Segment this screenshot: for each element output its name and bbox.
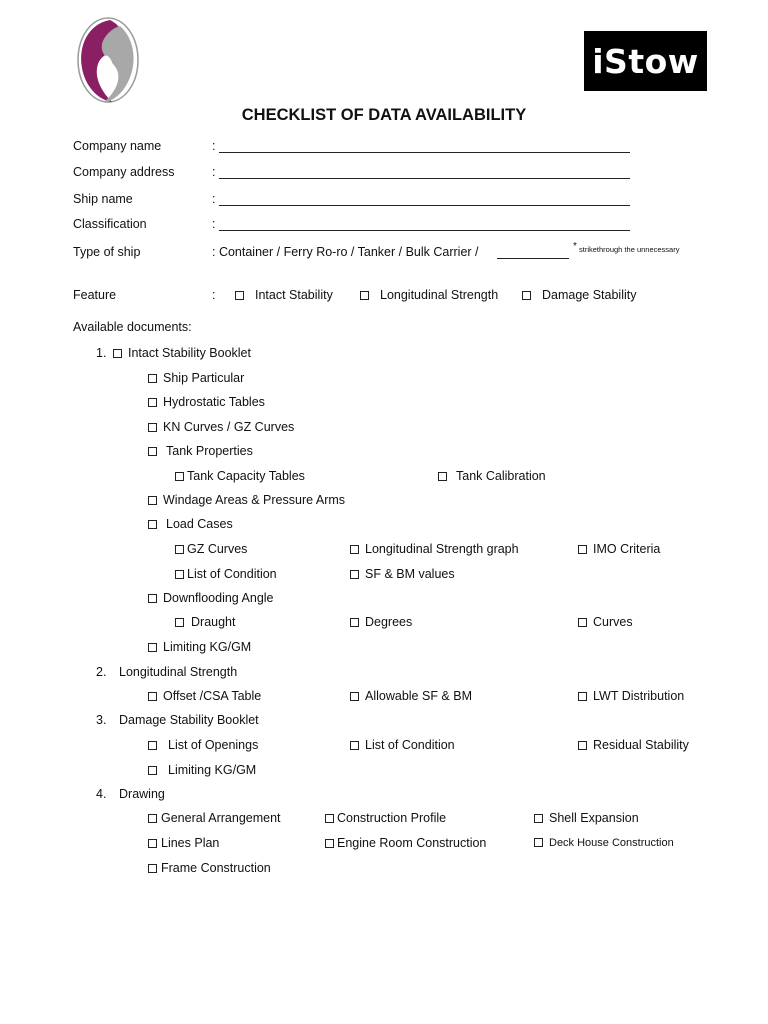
imo-criteria[interactable]: IMO Criteria (578, 542, 660, 556)
classification-colon: : (212, 217, 216, 231)
checkbox-icon[interactable] (148, 496, 157, 505)
checkbox-icon[interactable] (235, 291, 244, 300)
ship-name-field[interactable] (219, 205, 630, 206)
damage-limiting-kg-gm[interactable]: Limiting KG/GM (148, 763, 256, 777)
gz-curves[interactable]: GZ Curves (175, 542, 247, 556)
list-of-condition[interactable]: List of Condition (175, 567, 277, 581)
checkbox-icon[interactable] (350, 570, 359, 579)
ship-type-note-star: * (573, 241, 577, 252)
checkbox-icon[interactable] (175, 472, 184, 481)
feature-damage-stability[interactable]: Damage Stability (522, 288, 637, 302)
istow-logo: iStow (584, 31, 707, 91)
section-3-title: Damage Stability Booklet (119, 713, 259, 727)
company-name-colon: : (212, 139, 216, 153)
tank-properties[interactable]: Tank Properties (148, 444, 253, 458)
checkbox-icon[interactable] (148, 643, 157, 652)
intact-stability-booklet[interactable]: Intact Stability Booklet (113, 346, 251, 360)
degrees[interactable]: Degrees (350, 615, 412, 629)
ship-name-colon: : (212, 192, 216, 206)
checkbox-icon[interactable] (148, 741, 157, 750)
limiting-kg-gm[interactable]: Limiting KG/GM (148, 640, 251, 654)
checkbox-icon[interactable] (148, 398, 157, 407)
section-2-title: Longitudinal Strength (119, 665, 238, 679)
classification-label: Classification (73, 217, 147, 231)
checkbox-icon[interactable] (148, 766, 157, 775)
ship-type-other-field[interactable] (497, 258, 569, 259)
offset-csa-table[interactable]: Offset /CSA Table (148, 689, 261, 703)
ship-type-options: : Container / Ferry Ro-ro / Tanker / Bulk Carrier / (212, 245, 479, 259)
company-address-field[interactable] (219, 178, 630, 179)
checkbox-icon[interactable] (578, 618, 587, 627)
frame-construction[interactable]: Frame Construction (148, 861, 271, 875)
feature-label: Feature (73, 288, 117, 302)
checkbox-icon[interactable] (175, 570, 184, 579)
downflooding-angle[interactable]: Downflooding Angle (148, 591, 274, 605)
checkbox-icon[interactable] (175, 618, 184, 627)
feature-colon: : (212, 288, 216, 302)
deck-house-construction[interactable]: Deck House Construction (534, 837, 674, 849)
checkbox-icon[interactable] (148, 864, 157, 873)
checkbox-icon[interactable] (534, 838, 543, 847)
checkbox-icon[interactable] (438, 472, 447, 481)
allowable-sf-bm[interactable]: Allowable SF & BM (350, 689, 472, 703)
checkbox-icon[interactable] (325, 814, 334, 823)
section-4-title: Drawing (119, 787, 165, 801)
feature-intact-stability[interactable]: Intact Stability (235, 288, 333, 302)
ship-particular[interactable]: Ship Particular (148, 371, 244, 385)
kn-gz-curves[interactable]: KN Curves / GZ Curves (148, 420, 294, 434)
curves[interactable]: Curves (578, 615, 633, 629)
damage-list-of-condition[interactable]: List of Condition (350, 738, 455, 752)
checkbox-icon[interactable] (148, 594, 157, 603)
company-logo (76, 16, 140, 104)
company-address-label: Company address (73, 165, 175, 179)
company-name-label: Company name (73, 139, 162, 153)
engine-room-construction[interactable]: Engine Room Construction (325, 836, 486, 850)
checkbox-icon[interactable] (360, 291, 369, 300)
checkbox-icon[interactable] (148, 814, 157, 823)
section-4-number: 4. (96, 787, 107, 801)
general-arrangement[interactable]: General Arrangement (148, 811, 281, 825)
longitudinal-strength-graph[interactable]: Longitudinal Strength graph (350, 542, 519, 556)
company-address-colon: : (212, 165, 216, 179)
checkbox-icon[interactable] (578, 741, 587, 750)
section-3-number: 3. (96, 713, 107, 727)
checkbox-icon[interactable] (148, 374, 157, 383)
feature-longitudinal-strength[interactable]: Longitudinal Strength (360, 288, 498, 302)
list-of-openings[interactable]: List of Openings (148, 738, 258, 752)
page-title: CHECKLIST OF DATA AVAILABILITY (241, 106, 527, 124)
checkbox-icon[interactable] (350, 741, 359, 750)
checkbox-icon[interactable] (578, 545, 587, 554)
section-2-number: 2. (96, 665, 107, 679)
checkbox-icon[interactable] (148, 520, 157, 529)
windage-areas[interactable]: Windage Areas & Pressure Arms (148, 493, 345, 507)
residual-stability[interactable]: Residual Stability (578, 738, 689, 752)
company-name-field[interactable] (219, 152, 630, 153)
checkbox-icon[interactable] (534, 814, 543, 823)
checkbox-icon[interactable] (350, 618, 359, 627)
checkbox-icon[interactable] (325, 839, 334, 848)
checkbox-icon[interactable] (522, 291, 531, 300)
checkbox-icon[interactable] (578, 692, 587, 701)
classification-field[interactable] (219, 230, 630, 231)
checkbox-icon[interactable] (350, 545, 359, 554)
sf-bm-values[interactable]: SF & BM values (350, 567, 455, 581)
construction-profile[interactable]: Construction Profile (325, 811, 446, 825)
checkbox-icon[interactable] (148, 423, 157, 432)
section-1-number: 1. (96, 346, 107, 360)
ship-name-label: Ship name (73, 192, 133, 206)
checkbox-icon[interactable] (350, 692, 359, 701)
shell-expansion[interactable]: Shell Expansion (534, 811, 639, 825)
hydrostatic-tables[interactable]: Hydrostatic Tables (148, 395, 265, 409)
checkbox-icon[interactable] (175, 545, 184, 554)
checkbox-icon[interactable] (148, 692, 157, 701)
checkbox-icon[interactable] (148, 447, 157, 456)
tank-capacity-tables[interactable]: Tank Capacity Tables (175, 469, 305, 483)
checkbox-icon[interactable] (113, 349, 122, 358)
lines-plan[interactable]: Lines Plan (148, 836, 219, 850)
available-documents-heading: Available documents: (73, 320, 192, 334)
lwt-distribution[interactable]: LWT Distribution (578, 689, 684, 703)
tank-calibration[interactable]: Tank Calibration (438, 469, 546, 483)
load-cases[interactable]: Load Cases (148, 517, 233, 531)
ship-type-note: strikethrough the unnecessary (579, 245, 680, 254)
ship-type-label: Type of ship (73, 245, 141, 259)
draught[interactable]: Draught (175, 615, 235, 629)
checkbox-icon[interactable] (148, 839, 157, 848)
